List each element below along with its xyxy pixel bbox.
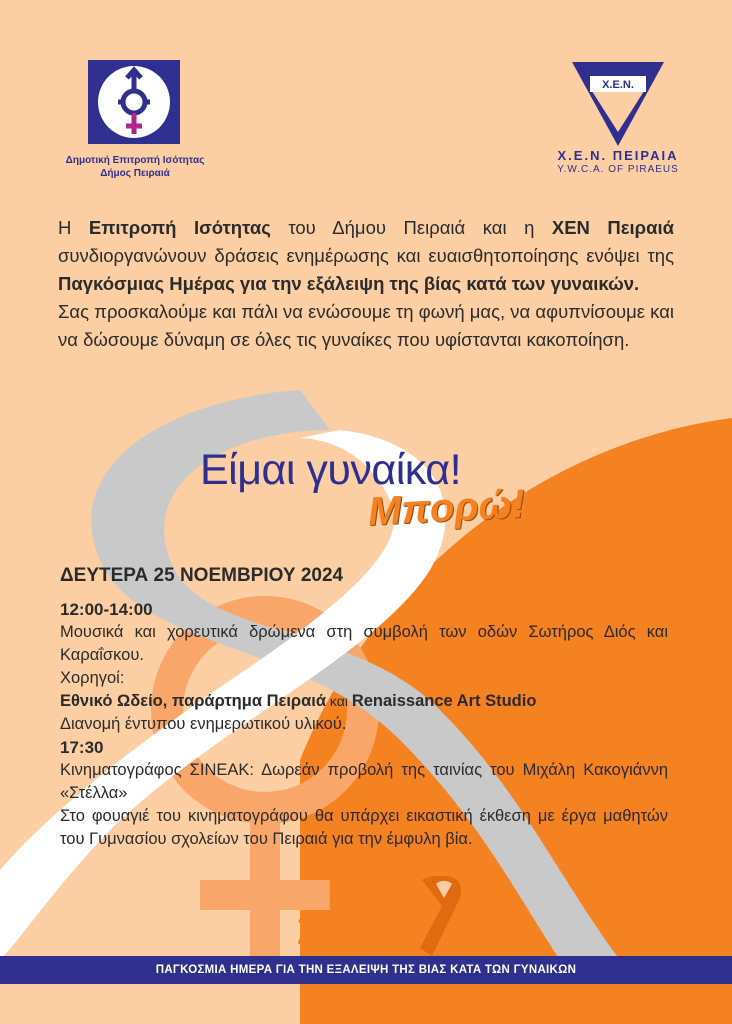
sponsor-conjunction: και (326, 693, 352, 709)
equality-committee-name: Επιτροπή Ισότητας (88, 217, 271, 238)
time-slot-1: 12:00-14:00 (60, 600, 153, 619)
equality-committee-caption (40, 154, 230, 180)
event-date: ΔΕΥΤΕΡΑ 25 ΝΟΕΜΒΡΙΟΥ 2024 (60, 565, 344, 586)
activity-description-1: Μουσικά και χορευτικά δρώμενα στη συμβολή των οδών Σωτήρος Διός και Καραΐσκου. (60, 623, 668, 664)
ywca-emblem-text: X.E.N. (602, 79, 634, 91)
slogan-line-1: Είμαι γυναίκα! (200, 446, 462, 494)
gender-equality-symbol-icon (88, 60, 180, 144)
world-day-name: Παγκόσμιας Ημέρας για την εξάλειψη της βίας κατά των γυναικών. (58, 273, 640, 294)
activity-description-4: Στο φουαγιέ του κινηματογράφου θα υπάρχει εικαστική έκθεση με έργα μαθητών του Γυμνασίου σχολείων του Πειραιά για την έμφυλη βία. (60, 807, 668, 848)
ywca-subtitle: Y.W.C.A. OF PIRAEUS (557, 164, 679, 175)
sponsor-2: Renaissance Art Studio (351, 692, 537, 710)
intro-text-part: του Δήμου Πειραιά και η (270, 217, 552, 238)
intro-text (58, 214, 674, 354)
caption-line-1: Δημοτική Επιτροπή Ισότητας (65, 155, 205, 166)
ywca-piraeus-name: ΧΕΝ Πειραιά (551, 217, 675, 238)
caption-line-2: Δήμος Πειραιά (100, 168, 170, 179)
intro-paragraph-1 (58, 214, 674, 298)
intro-text-part: Η (58, 217, 89, 238)
slogan-line-2: Μπορώ! (366, 481, 527, 535)
activity-description-3: Κινηματογράφος ΣΙΝΕΑΚ: Δωρεάν προβολή της ταινίας του Μιχάλη Κακογιάννη «Στέλλα» (60, 761, 668, 802)
activity-description-2: Διανομή έντυπου ενημερωτικού υλικού. (60, 715, 347, 733)
ywca-name: Χ.Ε.Ν. ΠΕΙΡΑΙΑ (557, 148, 679, 163)
world-day-banner: ΠΑΓΚΟΣΜΙΑ ΗΜΕΡΑ ΓΙΑ ΤΗΝ ΕΞΑΛΕΙΨΗ ΤΗΣ ΒΙΑΣ ΚΑΤΑ ΤΩΝ ΓΥΝΑΙΚΩΝ (0, 956, 732, 984)
awareness-ribbon-icon (416, 872, 472, 960)
big-date: 25/11 (296, 906, 398, 953)
time-slot-2: 17:30 (60, 738, 104, 757)
intro-paragraph-2: Σας προσκαλούμε και πάλι να ενώσουμε τη φωνή μας, να αφυπνίσουμε και να δώσουμε δύναμη σε όλες τις γυναίκες που υφίστανται κακοποίηση. (58, 301, 675, 350)
intro-text-part: συνδιοργανώνουν δράσεις ενημέρωσης και ευαισθητοποίησης ενόψει της (58, 245, 674, 266)
sponsors-label: Χορηγοί: (60, 669, 125, 687)
ywca-triangle-icon (568, 58, 668, 150)
sponsor-1: Εθνικό Ωδείο, παράρτημα Πειραιά (60, 692, 326, 710)
equality-committee-logo (88, 60, 180, 144)
sponsors-list (60, 690, 668, 713)
event-program (60, 598, 668, 851)
